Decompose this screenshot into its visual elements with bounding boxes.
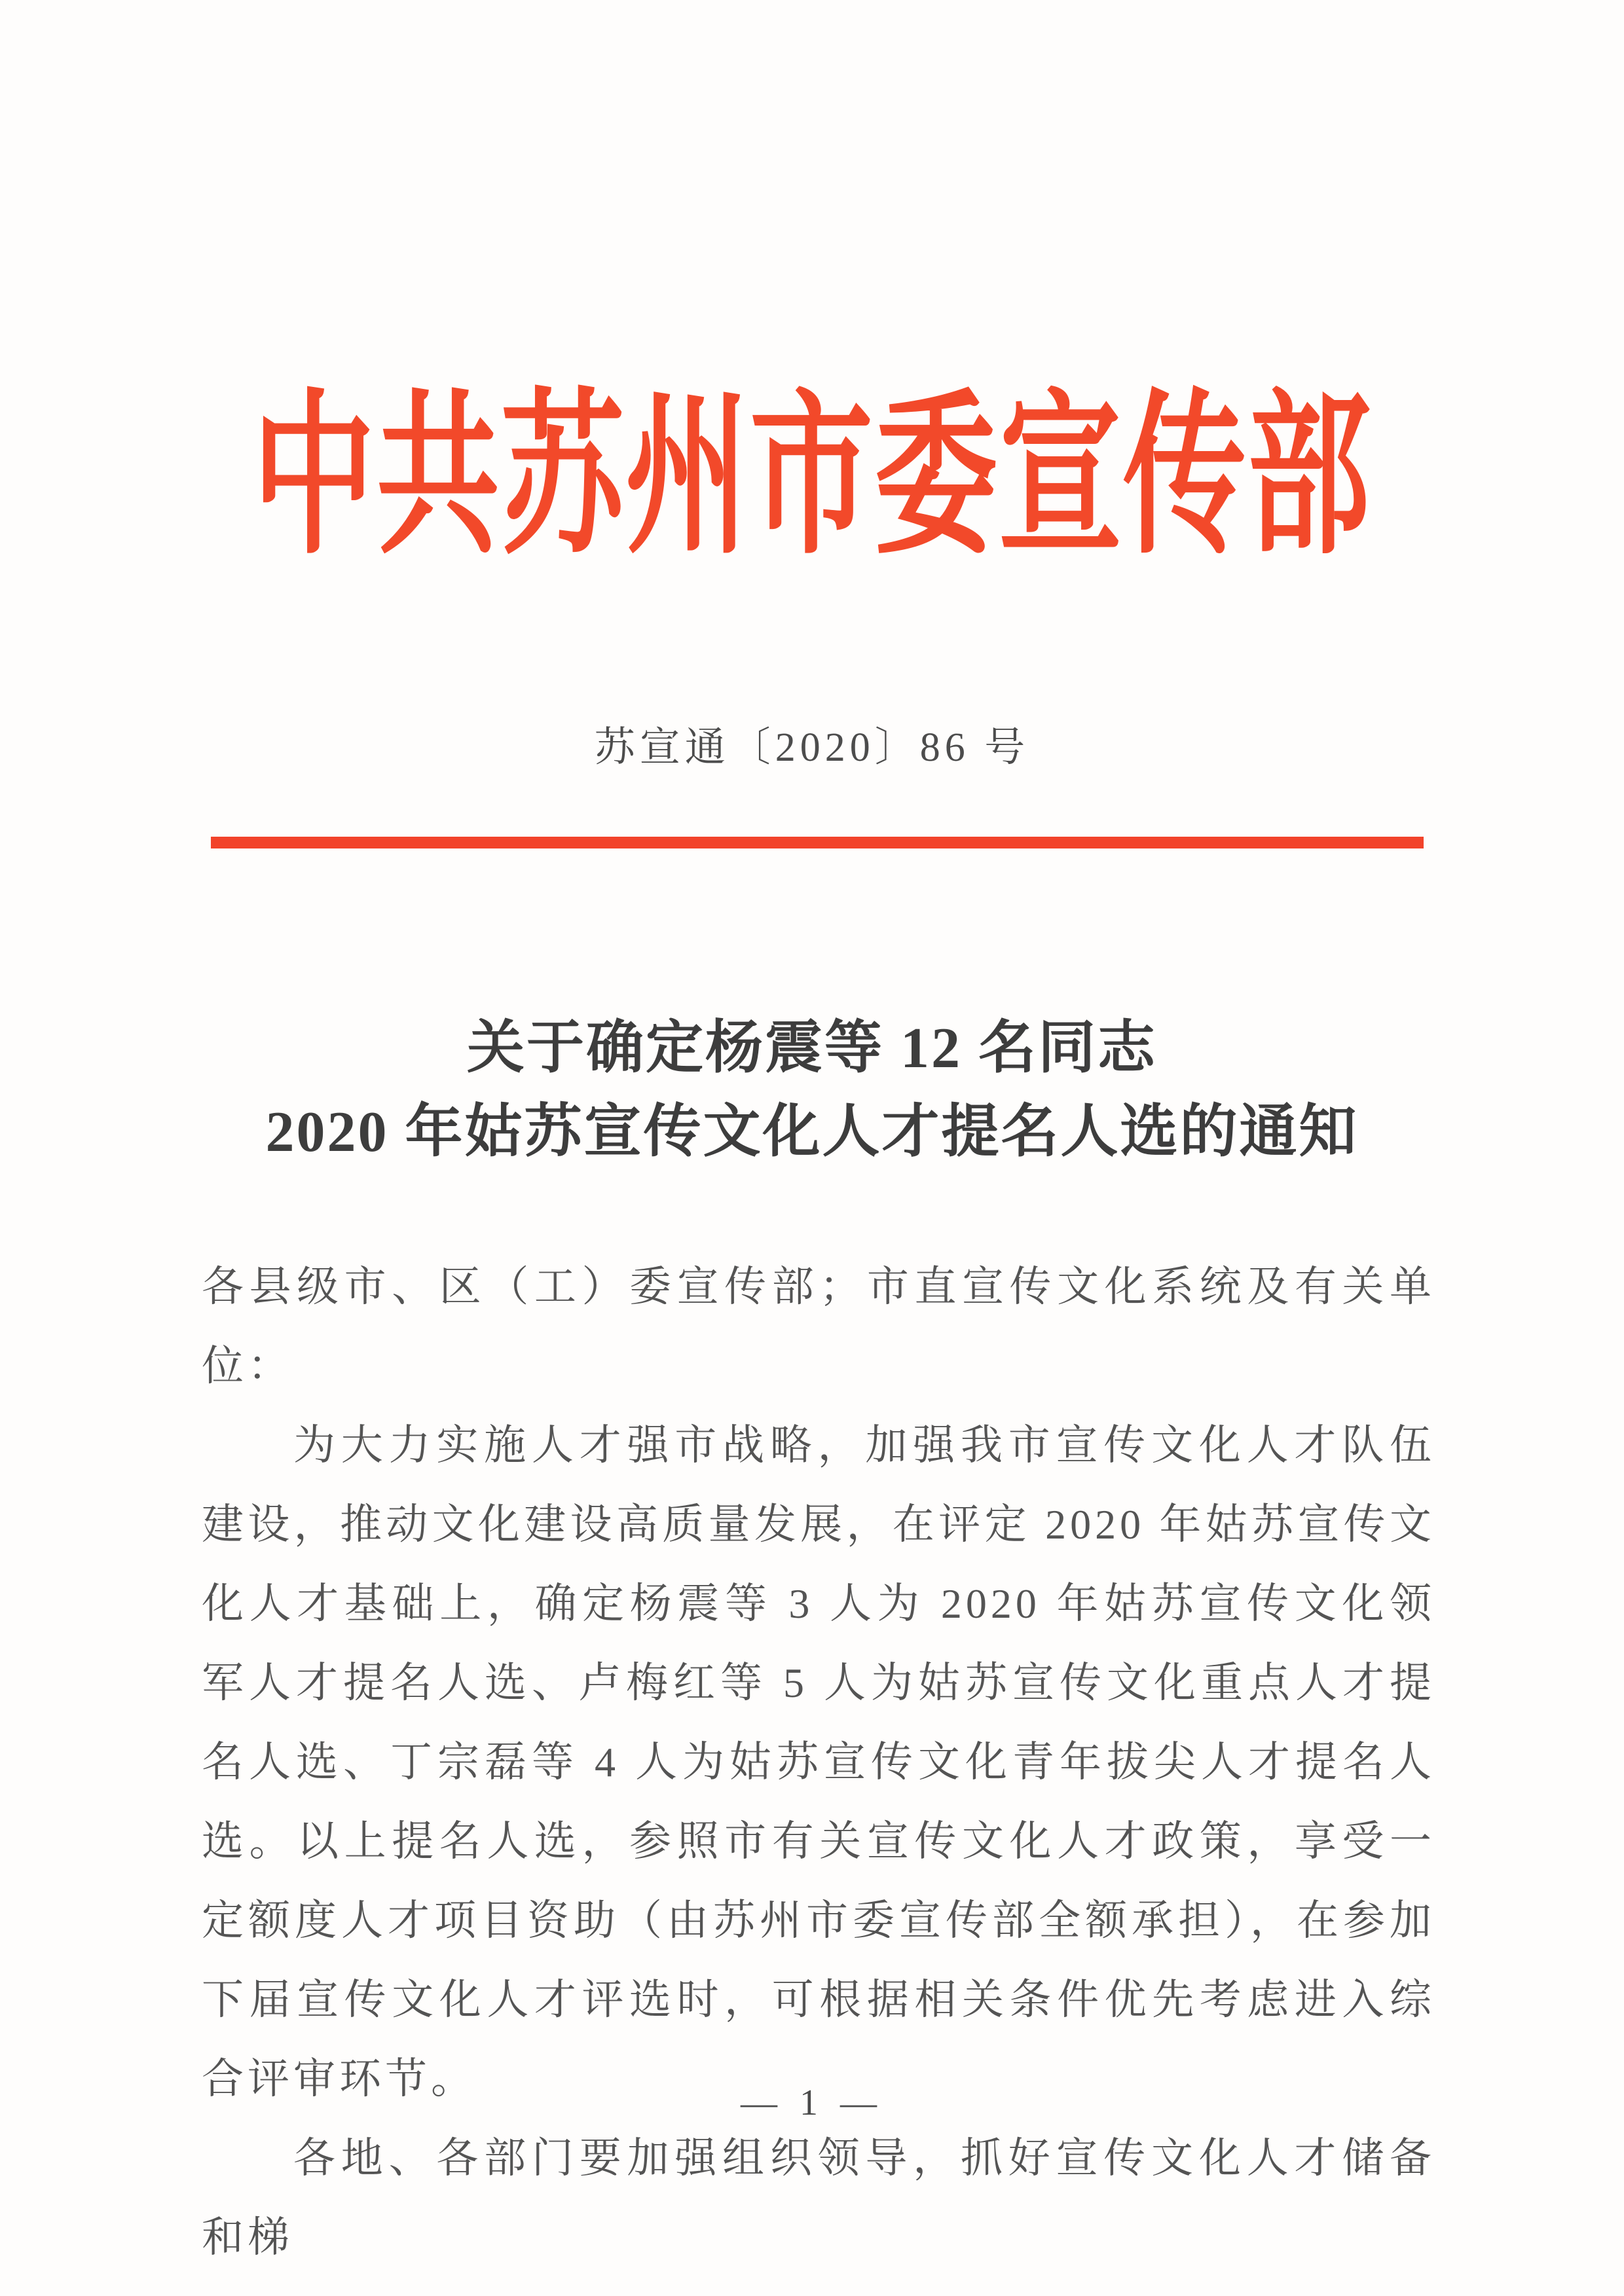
document-title-line-2: 2020 年姑苏宣传文化人才提名人选的通知 [265, 1101, 1359, 1164]
body-paragraph-2: 各地、各部门要加强组织领导，抓好宣传文化人才储备和梯 [202, 2135, 1435, 2261]
red-divider-rule [211, 837, 1424, 848]
salutation-line: 各县级市、区（工）委宣传部；市直宣传文化系统及有关单位： [202, 1264, 1435, 1389]
agency-masthead: 中共苏州市委宣传部 [252, 379, 1372, 575]
page-number: — 1 — [741, 2083, 883, 2123]
body-paragraph-1: 为大力实施人才强市战略，加强我市宣传文化人才队伍建设，推动文化建设高质量发展，在评定 2020 年姑苏宣传文化人才基础上，确定杨震等 3 人为 2020 年姑苏宣传文化领军人才提名人选、卢梅红等 5 人为姑苏宣传文化重点人才提名人选、丁宗磊等 4 人为姑苏宣传文化青年拔尖人才提名人选。以上提名人选，参照市有关宣传文化人才政策，享受一定额度人才项目资助（由苏州市委宣传部全额承担），在参加下届宣传文化人才评选时，可根据相关条件优先考虑进入综合评审环节。 [202, 1422, 1435, 2102]
document-title [0, 1007, 1624, 1175]
document-title-line-1: 关于确定杨震等 12 名同志 [466, 1017, 1157, 1080]
doc-number: 苏宣通〔2020〕86 号 [594, 725, 1030, 770]
